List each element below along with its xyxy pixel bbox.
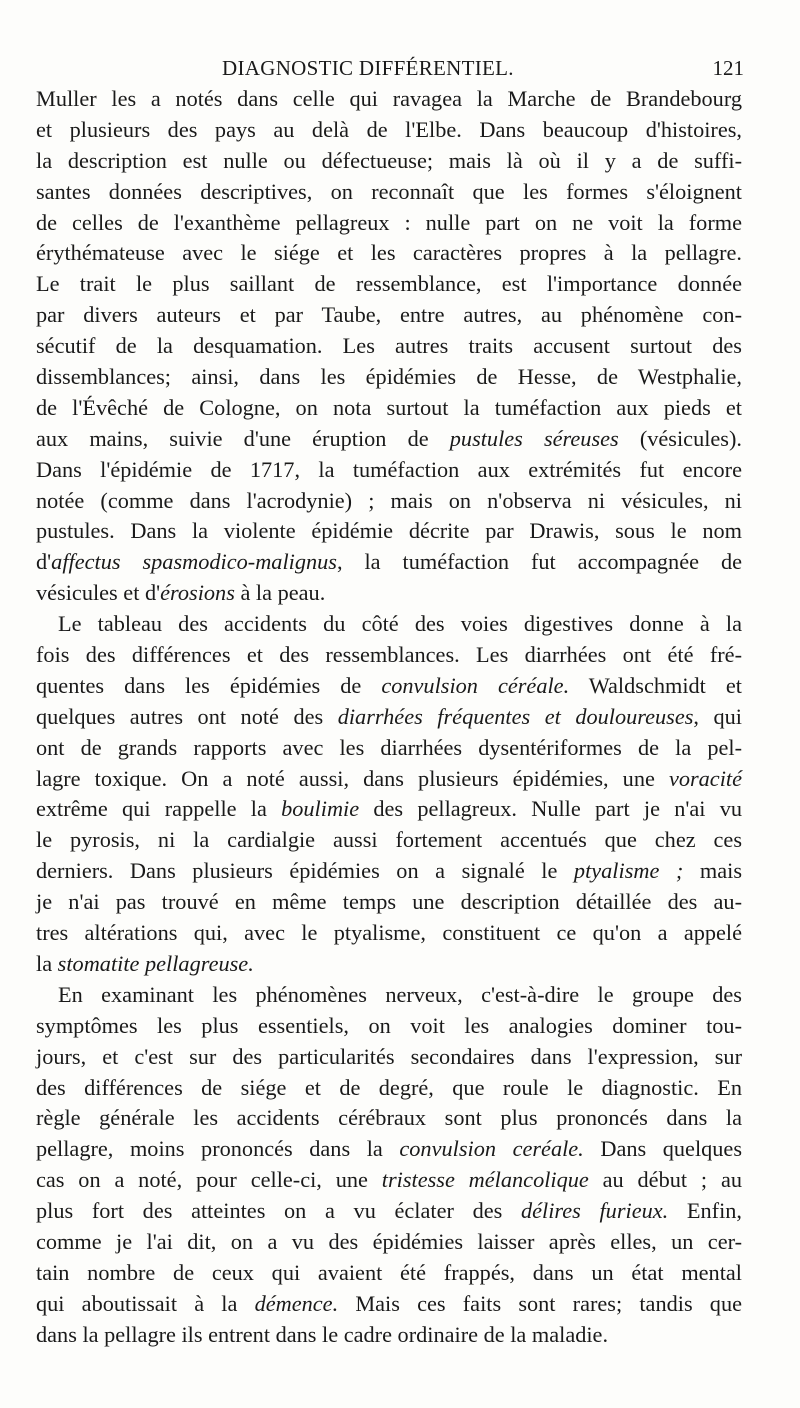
text-line xyxy=(36,208,742,239)
italic-term: boulimie xyxy=(281,796,360,822)
line-text: tres altérations qui, avec le ptyalisme, constituent ce qu'on a appelé xyxy=(36,920,742,946)
text-line xyxy=(36,980,742,1011)
line-text: notée (comme dans l'acrodynie) ; mais on n'observa ni vésicules, ni xyxy=(36,487,742,513)
line-text: extrême qui rappelle la xyxy=(36,796,282,822)
text-line xyxy=(36,84,742,115)
line-text: Waldschmidt et xyxy=(569,672,742,698)
line-text: jours, et c'est sur des particularités secondaires dans l'expression, sur xyxy=(36,1043,742,1069)
line-text: , la tuméfaction fut accompagnée de xyxy=(336,549,742,575)
line-text: Enfin, xyxy=(668,1198,742,1224)
line-text: comme je l'ai dit, on a vu des épidémies laisser après elles, un cer- xyxy=(36,1228,742,1254)
text-line xyxy=(36,949,742,980)
line-text: Le tableau des accidents du côté des voies digestives donne à la xyxy=(58,611,742,637)
text-line xyxy=(36,1196,742,1227)
text-line xyxy=(36,856,742,887)
line-text: derniers. Dans plusieurs épidémies on a signalé le xyxy=(36,858,574,884)
text-line xyxy=(36,177,742,208)
text-line xyxy=(36,764,742,795)
text-line xyxy=(36,918,742,949)
line-text: de celles de l'exanthème pellagreux : nulle part on ne voit la forme xyxy=(36,209,742,235)
text-line xyxy=(36,887,742,918)
page-header xyxy=(222,56,744,86)
text-line xyxy=(36,825,742,856)
line-text: santes données descriptives, on reconnaît que les formes s'éloignent xyxy=(36,178,742,204)
italic-term: convulsion céréale. xyxy=(381,672,570,698)
text-line xyxy=(36,640,742,671)
text-line xyxy=(36,115,742,146)
italic-term: diarrhées fréquentes et douloureuses xyxy=(337,703,694,729)
italic-term: voracité xyxy=(668,765,742,791)
text-line xyxy=(36,146,742,177)
italic-term: stomatite pellagreuse. xyxy=(57,950,254,976)
text-line xyxy=(36,794,742,825)
line-text: je n'ai pas trouvé en même temps une description détaillée des au- xyxy=(36,889,742,915)
line-text: quelques autres ont noté des xyxy=(36,703,338,729)
text-line xyxy=(36,1073,742,1104)
line-text: par divers auteurs et par Taube, entre autres, au phénomène con- xyxy=(36,302,742,328)
text-line xyxy=(36,516,742,547)
text-line xyxy=(36,733,742,764)
italic-term: affectus spasmodico-malignus xyxy=(51,549,337,575)
line-text: des pellagreux. Nulle part je n'ai vu xyxy=(359,796,742,822)
text-line xyxy=(36,362,742,393)
text-line xyxy=(36,578,742,609)
line-text: vésicules et d' xyxy=(36,580,161,606)
text-line xyxy=(36,269,742,300)
line-text: des différences de siége et de degré, que roule le diagnostic. En xyxy=(36,1074,742,1100)
line-text: dissemblances; ainsi, dans les épidémies de Hesse, de Westphalie, xyxy=(36,364,742,390)
text-line xyxy=(36,1103,742,1134)
italic-term: tristesse mélancolique xyxy=(381,1167,589,1193)
line-text: fois des différences et des ressemblances. Les diarrhées ont été fré- xyxy=(36,642,742,668)
line-text: symptômes les plus essentiels, on voit les analogies dominer tou- xyxy=(36,1012,742,1038)
text-line xyxy=(36,1227,742,1258)
line-text: dans la pellagre ils entrent dans le cadre ordinaire de la maladie. xyxy=(36,1321,609,1347)
line-text: qui aboutissait à la xyxy=(36,1290,255,1316)
line-text: , qui xyxy=(693,703,742,729)
line-text: aux mains, suivie d'une éruption de xyxy=(36,425,450,451)
line-text: Dans quelques xyxy=(583,1136,743,1162)
text-line xyxy=(36,671,742,702)
text-line xyxy=(36,238,742,269)
text-line xyxy=(36,455,742,486)
line-text: pellagre, moins prononcés dans la xyxy=(36,1136,400,1162)
text-line xyxy=(36,1289,742,1320)
line-text: (vésicules). xyxy=(618,425,742,451)
line-text: Le trait le plus saillant de ressemblance, est l'importance donnée xyxy=(36,271,742,297)
line-text: cas on a noté, pour celle-ci, une xyxy=(36,1167,382,1193)
text-line xyxy=(36,702,742,733)
running-title: DIAGNOSTIC DIFFÉRENTIEL. xyxy=(222,56,514,80)
italic-term: ptyalisme ; xyxy=(573,858,684,884)
italic-term: démence. xyxy=(254,1290,339,1316)
line-text: quentes dans les épidémies de xyxy=(36,672,382,698)
line-text: mais xyxy=(683,858,743,884)
line-text: ont de grands rapports avec les diarrhées dysentériformes de la pel- xyxy=(36,734,742,760)
text-line xyxy=(36,1011,742,1042)
line-text: tain nombre de ceux qui avaient été frappés, dans un état mental xyxy=(36,1259,742,1285)
line-text: pustules. Dans la violente épidémie décrite par Drawis, sous le nom xyxy=(36,518,742,544)
line-text: En examinant les phénomènes nerveux, c'est-à-dire le groupe des xyxy=(58,981,742,1007)
italic-term: érosions xyxy=(160,580,235,606)
line-text: Muller les a notés dans celle qui ravagea la Marche de Brandebourg xyxy=(36,86,742,111)
line-text: lagre toxique. On a noté aussi, dans plusieurs épidémies, une xyxy=(36,765,669,791)
line-text: à la peau. xyxy=(234,580,326,606)
line-text: la description est nulle ou défectueuse; mais là où il y a de suffi- xyxy=(36,147,742,173)
line-text: plus fort des atteintes on a vu éclater des xyxy=(36,1198,521,1224)
text-line xyxy=(36,609,742,640)
line-text: règle générale les accidents cérébraux sont plus prononcés dans la xyxy=(36,1105,742,1131)
italic-term: délires furieux. xyxy=(520,1198,669,1224)
line-text: et plusieurs des pays au delà de l'Elbe. Dans beaucoup d'histoires, xyxy=(36,116,742,142)
page-number: 121 xyxy=(712,56,744,80)
line-text: la xyxy=(36,950,58,976)
line-text: sécutif de la desquamation. Les autres traits accusent surtout des xyxy=(36,333,742,359)
text-line xyxy=(36,1042,742,1073)
line-text: d' xyxy=(36,549,52,575)
line-text: érythémateuse avec le siége et les caractères propres à la pellagre. xyxy=(36,240,742,266)
line-text: Dans l'épidémie de 1717, la tuméfaction aux extrémités fut encore xyxy=(36,456,742,482)
text-line xyxy=(36,424,742,455)
text-line xyxy=(36,547,742,578)
text-line xyxy=(36,1320,742,1351)
text-line xyxy=(36,331,742,362)
line-text: de l'Évêché de Cologne, on nota surtout la tuméfaction aux pieds et xyxy=(36,394,742,420)
italic-term: convulsion ceréale. xyxy=(399,1136,584,1162)
text-line xyxy=(36,1165,742,1196)
text-line xyxy=(36,1134,742,1165)
text-line xyxy=(36,486,742,517)
line-text: le pyrosis, ni la cardialgie aussi fortement accentués que chez ces xyxy=(36,827,742,853)
text-line xyxy=(36,1258,742,1289)
line-text: au début ; au xyxy=(588,1167,742,1193)
text-line xyxy=(36,393,742,424)
text-line xyxy=(36,300,742,331)
italic-term: pustules séreuses xyxy=(449,425,619,451)
line-text: Mais ces faits sont rares; tandis que xyxy=(338,1290,742,1316)
body-text xyxy=(36,84,742,1351)
